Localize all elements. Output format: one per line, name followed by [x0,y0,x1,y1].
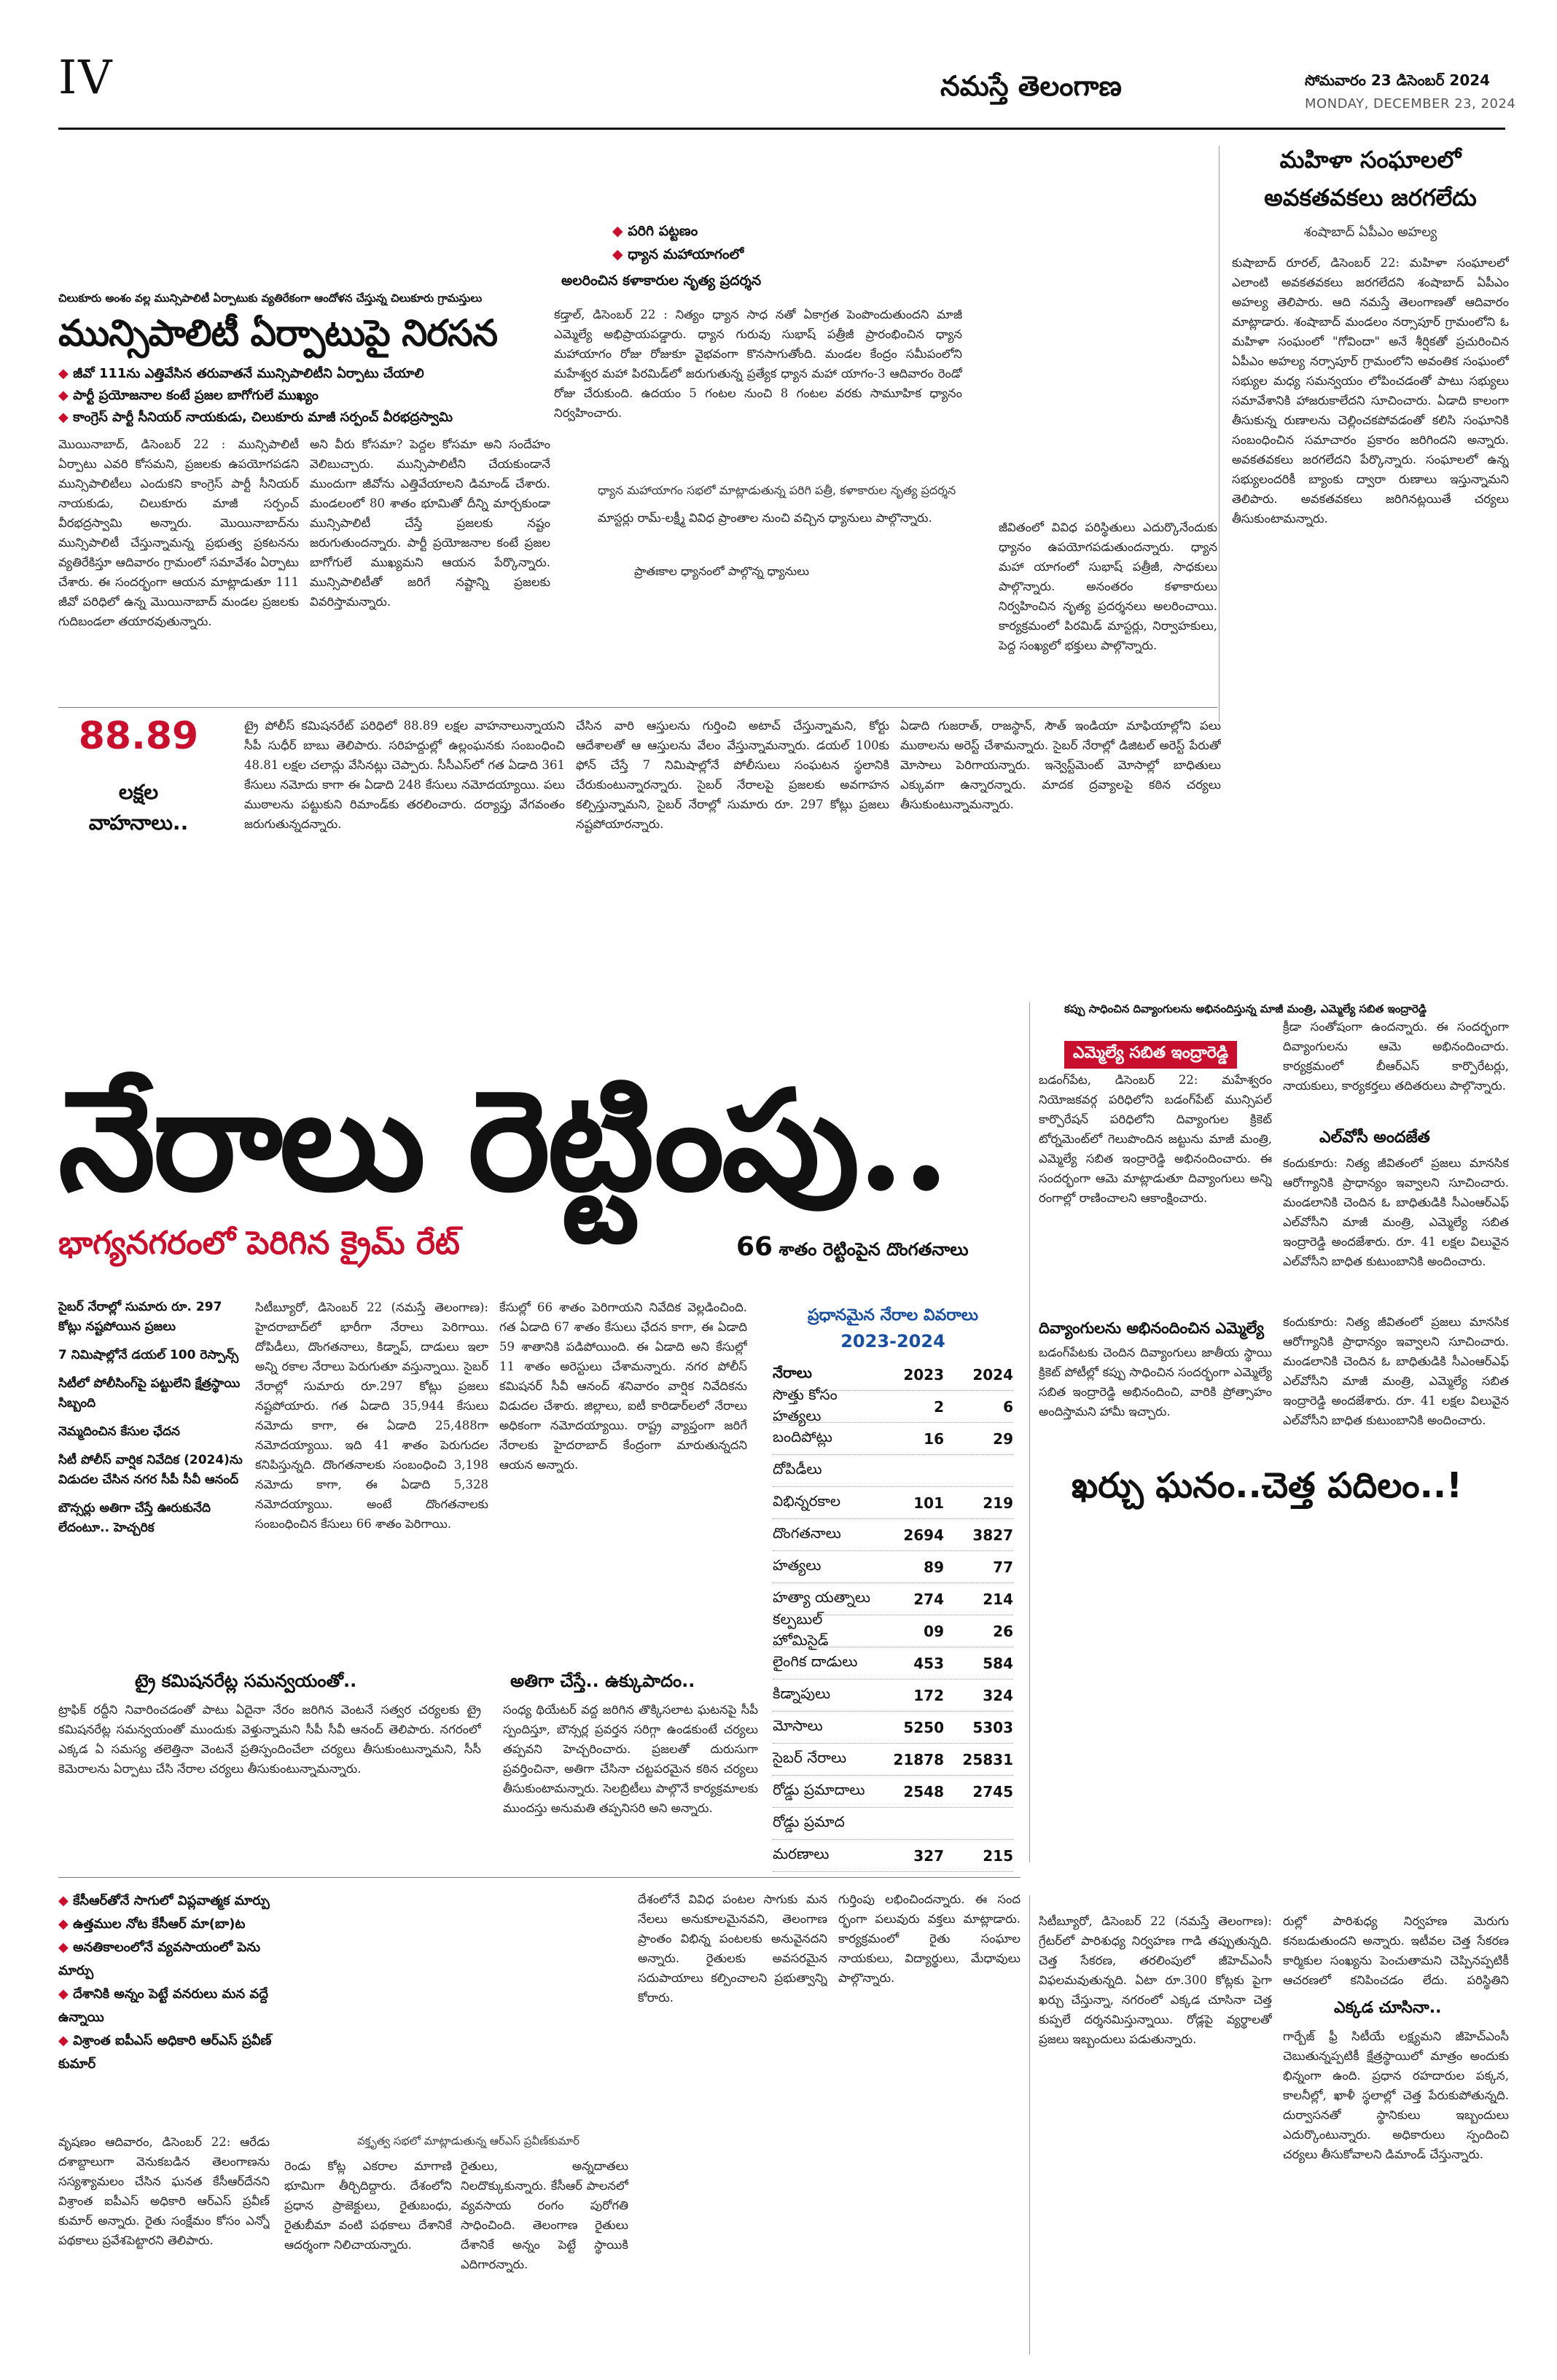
table-cell-label: కల్పబుల్ హోమిసైడ్ [773,1610,829,1649]
table-cell-label: దోపిడీలు [773,1460,822,1478]
disabled-col3: కందుకూరు: నిత్య జీవితంలో ప్రజలు మానసిక ఆరోగ్యానికి ప్రాధాన్యం ఇవ్వాలని సూచించారు. మండలానికి చెందిన ఓ బాధితుడికి సీఎంఆర్ఎఫ్ ఎల్‌వోసీని మాజీ మంత్రి, ఎమ్మెల్యే సబిత ఇంద్రారెడ్డి అందజేశారు. రూ. 41 లక్షల విలువైన ఎల్‌వోసీని బాధిత కుటుంబానికి అందించారు. [1283,1315,1509,1427]
vehicles-col3: ఏడాది గుజరాత్, రాజస్థాన్, సౌత్ ఇండియా మాఫియాల్లోని పలు ముఠాలను అరెస్ట్ చేశామన్నారు. సైబర్ నేరాల్లో డిజిటల్ అరెస్ట్ పేరుతో మోసాలు పెరిగాయన్నారు. ఇన్వెస్ట్‌మెంట్ మోసాల్లో బాధితులు ఎక్కువగా ఉన్నారన్నారు. మాదక ద్రవ్యాలపై కఠిన చర్యలు తీసుకుంటున్నామన్నారు. [900,719,1221,811]
munsipal-bullet-text: పార్టీ ప్రయోజనాల కంటే ప్రజల బాగోగులే ముఖ్యం [73,388,319,403]
kharchu-photo [1039,1523,1505,1859]
table-cell-label: హత్యలు [773,1556,822,1574]
munsipal-headline: మున్సిపాలిటీ ఏర్పాటుపై నిరసన [58,312,498,354]
table-body [773,1385,1013,1872]
crime-highlights [58,1298,248,1547]
mahila-title-1: మహిళా సంఘాలలో [1279,146,1462,173]
crime-kicker [736,1232,969,1264]
table-row [773,1840,1013,1872]
table-row [773,1487,1013,1519]
table-cell-value: 215 [983,1846,1013,1865]
dhyana-col3: జీవితంలో వివిధ పరిస్థితులు ఎదుర్కొనేందుకు ధ్యానం ఉపయోగపడుతుందన్నారు. ధ్యాన మహా యాగంలో సుభాష్ పత్రీజీ, సాధకులు పాల్గొన్నారు. అనంతరం కళాకారులు నిర్వహించిన నృత్య ప్రదర్శనలు అలరించాయి. కార్యక్రమంలో పిరమిడ్ మాస్టర్లు, నిర్వాహకులు, పెద్ద సంఖ్యలో భక్తులు పాల్గొన్నారు. [999,520,1217,652]
cancer-bullet-text: విశ్రాంత ఐపీఎస్ అధికారి ఆర్ఎస్ ప్రవీణ్ కుమార్ [58,2033,272,2072]
table-cell-label: దొంగతనాలు [773,1524,841,1542]
crime-highlight: నెమ్మదించిన కేసుల ఛేదన [58,1424,180,1439]
munsipal-body-1: మొయినాబాద్, డిసెంబర్ 22 : మున్సిపాలిటీ ఏర్పాటు ఎవరి కోసమని, ప్రజలకు ఉపయోగపడని మున్సిపాలిటీలు ఎందుకని కాంగ్రెస్ పార్టీ సీనియర్ నాయకుడు, చిలుకూరు మాజీ సర్పంచ్ వీరభద్రస్వామి అన్నారు. మొయినాబాద్‌ను మున్సిపాలిటీ చేస్తున్నామన్న ప్రభుత్వ ప్రకటనను వ్యతిరేకిస్తూ ఆదివారం గ్రామంలో సమావేశం ఏర్పాటు చేశారు. ఈ సందర్భంగా ఆయన మాట్లాడుతూ 111 జీవో పరిధిలో ఉన్న మొయినాబాద్ మండల ప్రజలకు గుదిబండలా తయారవుతున్నారు. [58,437,299,628]
table-cell-value: 219 [983,1494,1013,1512]
crime-highlight: సిటీ పోలీస్ వార్షిక నివేదిక (2024)ను విడుదల చేసిన నగర సీపీ సీవీ ఆనంద్ [58,1453,243,1487]
disabled-sub2-body: బడంగ్‌పేటకు చెందిన దివ్యాంగులు జాతీయ స్థాయి క్రికెట్ పోటీల్లో కప్పు సాధించిన సందర్భంగా ఎమ్మెల్యే సబిత ఇంద్రారెడ్డి అభినందించి, వారికి ప్రోత్సాహం అందిస్తామని హామీ ఇచ్చారు. [1039,1346,1272,1419]
table-cell-label: సొత్తు కోసం హత్యలు [773,1385,838,1424]
dhyana-kicker-2: ◆ ధ్యాన మహాయాగంలో [612,246,744,262]
mahila-title-2: అవకతవకలు జరగలేదు [1264,184,1477,211]
disabled-kicker: కప్పు సాధించిన దివ్యాంగులను అభినందిస్తున్న మాజీ మంత్రి, ఎమ్మెల్యే సబిత ఇంద్రారెడ్డి [1064,1002,1427,1015]
table-col-header: నేరాలు [773,1364,812,1381]
section-rule [58,707,1217,708]
cancer-caption: వక్తృత్వ సభలో మాట్లాడుతున్న ఆర్ఎస్ ప్రవీణ్‌కుమార్ [357,2134,580,2147]
crime-sub2-body: సంధ్య థియేటర్ వద్ద జరిగిన తొక్కిసలాట ఘటనపై సీపీ స్పందిస్తూ, బౌన్సర్ల ప్రవర్తన సరిగ్గా ఉండకుంటే చర్యలు తప్పవని హెచ్చరించారు. ప్రజలతో దురుసుగా ప్రవర్తించినా, అతిగా చేసినా చట్టపరమైన కఠిన చర్యలు తీసుకుంటామన్నారు. సెలబ్రిటీలు పాల్గొనే కార్యక్రమాలకు ముందస్తు అనుమతి తప్పనిసరి అని అన్నారు. [503,1703,758,1815]
disabled-sub2-title: దివ్యాంగులను అభినందించిన ఎమ్మెల్యే [1039,1319,1264,1337]
table-cell-label: విభిన్నరకాల [773,1492,840,1510]
table-cell-value: 2 [934,1397,944,1416]
kharchu-col1: సిటీబ్యూరో, డిసెంబర్ 22 (నమస్తే తెలంగాణ): గ్రేటర్‌లో పారిశుధ్య నిర్వహణ గాడి తప్పుతున్నది. చెత్త సేకరణ, తరలింపులో జీహెచ్ఎంసీ విఫలమవుతున్నది. ఏటా రూ.300 కోట్లకు పైగా ఖర్చు చేస్తున్నా, నగరంలో ఎక్కడ చూసినా చెత్త కుప్పలే దర్శనమిస్తున్నాయి. రోడ్లపై వ్యర్థాలతో ప్రజలు ఇబ్బందులు పడుతున్నారు. [1039,1914,1272,2046]
table-row [773,1423,1013,1455]
crime-table [773,1306,1013,1872]
munsipal-bullets [58,363,561,429]
table-row [773,1808,1013,1840]
crime-highlight: సిటీలో పోలీసింగ్‌పై పట్టులేని క్షేత్రస్థాయి సిబ్బంది [58,1376,241,1411]
table-cell-value: 214 [983,1590,1013,1608]
crime-highlight: సైబర్ నేరాల్లో సుమారు రూ. 297 కోట్లు నష్టపోయిన ప్రజలు [58,1300,222,1334]
header-rule [58,128,1505,130]
table-cell-value: 77 [993,1558,1013,1576]
dhyana-photo-1 [867,306,962,350]
table-cell-value: 2548 [903,1782,944,1800]
table-cell-value: 5250 [903,1718,944,1736]
vehicles-col1: ట్రై పోలీస్ కమిషనరేట్ పరిధిలో 88.89 లక్షల వాహనాలున్నాయని సీపీ సుధీర్ బాబు తెలిపారు. సరిహద్దుల్లో ఉల్లంఘనకు సంబంధించి 48.81 లక్షల చలాన్లు వేసినట్లు చెప్పారు. సీసీఎస్‌లో గత ఏడాది 361 కేసులు నమోదు కాగా ఈ ఏడాది 248 కేసులు నమోదయ్యాయి. పలు ముఠాలను పట్టుకుని రిమాండ్‌కు తరలించారు. దర్యాప్తు వేగవంతం జరుగుతున్నదన్నారు. [244,719,565,831]
table-cell-value: 3827 [972,1526,1013,1544]
vehicles-label-2: వాహనాలు.. [88,811,189,835]
cancer-bullet-text: ఉత్తముల నోట కేసీఆర్ మా(బా)ట [73,1916,246,1932]
table-cell-value: 172 [913,1686,944,1704]
table-row [773,1679,1013,1712]
table-cell-value: 09 [924,1622,944,1640]
table-cell-value: 324 [983,1686,1013,1704]
table-row [773,1551,1013,1583]
crime-highlight: 7 నిమిషాల్లోనే డయల్ 100 రెస్పాన్స్ [58,1348,239,1362]
section-rule [58,1877,1021,1878]
cancer-col3: రైతులు, అన్నదాతలు నిలదొక్కుకున్నారు. కేసీఆర్ పాలనలో వ్యవసాయ రంగం పురోగతి సాధించింది. తెలంగాణ రైతులు దేశానికే అన్నం పెట్టే స్థాయికి ఎదిగారన్నారు. [461,2159,628,2271]
munsipal-kicker: చిలుకూరు అంశం వల్ల మున్సిపాలిటీ ఏర్పాటుకు వ్యతిరేకంగా ఆందోళన చేస్తున్న చిలుకూరు గ్రామస్తులు [58,292,483,305]
kharchu-headline: ఖర్చు ఘనం..చెత్త పదిలం..! [1072,1465,1462,1506]
table-cell-value: 16 [924,1429,944,1448]
dhyana-caption: ధ్యాన మహాయాగం సభలో మాట్లాడుతున్న పరిగి పత్రీ, కళాకారుల నృత్య ప్రదర్శన [598,483,956,497]
table-cell-label: కిడ్నాపులు [773,1685,831,1702]
dhyana-kicker-2-text: ధ్యాన మహాయాగంలో [628,246,744,262]
cancer-bullet: ◆ దేశానికి అన్నం పెట్టే వనరులు మన వద్దే ఉన్నాయి [58,1986,268,2025]
cancer-bullet-text: కేసీఆర్‌తోనే సాగులో విప్లవాత్మక మార్పు [73,1893,270,1908]
crime-body-1: సిటీబ్యూరో, డిసెంబర్ 22 (నమస్తే తెలంగాణ): హైదరాబాద్‌లో భారీగా నేరాలు పెరిగాయి. దోపిడీలు, దొంగతనాలు, కిడ్నాప్, దాడులు ఇలా అన్ని రకాల నేరాలు పెరుగుతూ వస్తున్నాయి. సైబర్ నేరాల్లో సుమారు రూ.297 కోట్లు ప్రజలు నష్టపోయారు. గత ఏడాది 35,944 కేసులు నమోదు కాగా, ఈ ఏడాది 25,488గా నమోదయ్యాయి. ఇది 41 శాతం పెరుగుదల కనిపిస్తున్నది. దొంగతనాలకు సంబంధించి 3,198 నమోదు కాగా, ఈ ఏడాది 5,328 నమోదయ్యాయి. అంటే దొంగతనాలకు సంబంధించిన కేసులు 66 శాతం పెరిగాయి. [255,1300,488,1531]
kharchu-sub-title: ఎక్కడ చూసినా.. [1334,1999,1442,2017]
kharchu-col2: రుల్లో పారిశుధ్య నిర్వహణ మెరుగు కనబడుతుందని అన్నారు. ఇటీవల చెత్త సేకరణ కార్మికుల సంఖ్యను పెంచుతామని చెప్పినప్పటికీ ఆచరణలో కనిపించడం లేదు. పరిస్థితిని [1283,1914,1509,1987]
crime-sub1-title: ట్రై కమిషనరేట్ల సమన్వయంతో.. [135,1671,357,1691]
table-cell-value: 2745 [972,1782,1013,1800]
cancer-bullet: ◆ ఉత్తముల నోట కేసీఆర్ మా(బా)ట [58,1916,246,1932]
crime-headline: నేరాలు రెట్టింపు.. [58,1059,948,1222]
disabled-sub-body: కందుకూరు: నిత్య జీవితంలో ప్రజలు మానసిక ఆరోగ్యానికి ప్రాధాన్యం ఇవ్వాలని సూచించారు. మండలానికి చెందిన ఓ బాధితుడికి సీఎంఆర్ఎఫ్ ఎల్‌వోసీని మాజీ మంత్రి, ఎమ్మెల్యే సబిత ఇంద్రారెడ్డి అందజేశారు. రూ. 41 లక్షల విలువైన ఎల్‌వోసీని బాధిత కుటుంబానికి అందించారు. [1283,1156,1509,1268]
dhyana-subhead: అలరించిన కళాకారుల నృత్య ప్రదర్శన [561,273,762,289]
table-cell-label: బందిపోట్లు [773,1428,832,1445]
table-cell-value: 25831 [962,1750,1013,1768]
table-title-1: ప్రధానమైన నేరాల వివరాలు [807,1306,979,1324]
mahila-body: కుషాబాద్ రూరల్, డిసెంబర్ 22: మహిళా సంఘాలలో ఎలాంటి అవకతవకలు జరగలేదని శంషాబాద్ ఏపీఎం అహల్య తెలిపారు. ఆది నమస్తే తెలంగాణతో ఆదివారం మాట్లాడారు. శంషాబాద్ మండలం నర్సాపూర్ గ్రామంలోని ఓ మహిళా సంఘంలో "గోవిందా" అనే శీర్షికతో ప్రచురించిన ఏపీఎం అహల్య నర్సాపూర్ గ్రామంలోని అవంతిక సంఘంలో సభ్యుల మధ్య సమన్వయం లోపించడంతో పాటు సభ్యులు సమావేశానికి హాజరుకాలేదని సూచించారు. ఏడాది కాలంగా తీసుకున్న రుణాలను చెల్లించకపోవడంతో కలిసి సంఘానికి సంబంధించిన సమాచారం ప్రకారం జరిగిందని అన్నారు. అవకతవకలు జరగలేదని పేర్కొన్నారు. సంఘాలలో ఉన్న సభ్యులందరికీ బ్యాంకు ద్వారా రుణాలు ఇస్తున్నామని తెలిపారు. అవకతవకలు జరిగినట్లయితే చర్యలు తీసుకుంటామన్నారు. [1232,256,1509,526]
table-row [773,1455,1013,1487]
dhyana-col1: కడ్తాల్, డిసెంబర్ 22 : నిత్యం ధ్యాన సాధ నతో ఏకాగ్రత పెంపొందుతుందని మాజీ ఎమ్మెల్యే అభిప్రాయపడ్డారు. ధ్యాన గురువు సుభాష్ పత్రీజీ ప్రారంభించిన ధ్యాన మహాయాగం రోజు రోజుకూ వైభవంగా కొనసాగుతోంది. మండల కేంద్రం సమీపంలోని మహేశ్వర మహా పిరమిడ్‌లో జరుగుతున్న ప్రత్యేక ధ్యాన మహా యాగం-3 ఆదివారం రెండో రోజు చేరుకుంది. ఉదయం 5 గంటల నుంచి 8 గంటల వరకు సామూహిక ధ్యానం నిర్వహించారు. [554,308,962,420]
table-cell-label: హత్యా యత్నాలు [773,1588,871,1606]
table-cell-label: సైబర్ నేరాలు [773,1749,847,1766]
mahila-article [1232,146,1509,722]
table-row [773,1519,1013,1551]
table-cell-value: 101 [913,1494,944,1512]
table-cell-value: 327 [913,1846,944,1865]
dhyana-kicker-1-text: పరిగి పట్టణం [628,223,698,239]
munsipal-bullet-text: కాంగ్రెస్ పార్టీ సీనియర్ నాయకుడు, చిలుకూరు మాజీ సర్పంచ్ వీరభద్రస్వామి [73,410,453,425]
table-cell-value: 453 [913,1654,944,1672]
cancer-photo [284,1889,627,2123]
cancer-bullet-text: అనతికాలంలోనే వ్యవసాయంలో పెను మార్పు [58,1940,261,1978]
dhyana-kicker-1: ◆ పరిగి పట్టణం [612,223,698,239]
column-rule [1029,1002,1030,1862]
table-row [773,1647,1013,1679]
disabled-col1: బడంగ్‌పేట, డిసెంబర్ 22: మహేశ్వరం నియోజకవర్గ పరిధిలోని బడంగ్‌పేట్ మున్సిపల్ కార్పొరేషన్ పరిధిలోని దివ్యాంగుల క్రికెట్ టోర్నమెంట్‌లో గెలుపొందిన జట్టును మాజీ మంత్రి, ఎమ్మెల్యే సబిత ఇంద్రారెడ్డి అభినందించారు. ఈ సందర్భంగా ఆమె మాట్లాడుతూ దివ్యాంగులు అన్ని రంగాల్లో రాణించాలని ఆకాంక్షించారు. [1039,1073,1272,1205]
masthead: నమస్తే తెలంగాణ [940,70,1122,102]
dhyana-col2a: మాస్టర్లు రామ్-లక్ష్మీ వివిధ ప్రాంతాల నుంచి వచ్చిన ధ్యానులు పాల్గొన్నారు. [598,511,932,525]
table-cell-value: 6 [1003,1397,1013,1416]
disabled-name-tag: ఎమ్మెల్యే సబిత ఇంద్రారెడ్డి [1064,1041,1237,1069]
date-english: MONDAY, DECEMBER 23, 2024 [1305,96,1516,112]
table-title-2: 2023-2024 [840,1331,945,1351]
vehicles-col2: చేసిన వారి ఆస్తులను గుర్తించి అటాచ్ చేస్తున్నామని, కోర్టు ఆదేశాలతో ఆ ఆస్తులను వేలం వేస్తున్నామన్నారు. డయల్ 100కు ఫోన్ చేస్తే 7 నిమిషాల్లోనే పోలీసులు సంఘటన స్థలానికి చేరుకుంటున్నారన్నారు. సైబర్ నేరాలపై ప్రజలకు అవగాహన కల్పిస్తున్నామని, సైబర్ నేరాల్లో సుమారు రూ. 297 కోట్లు ప్రజలు నష్టపోయారన్నారు. [576,719,889,831]
table-cell-label: రోడ్డు ప్రమాదాలు [773,1781,865,1798]
table-row [773,1610,1013,1649]
vehicles-number: 88.89 [78,714,199,758]
mahila-byline: శంషాబాద్ ఏపీఎం అహల్య [1303,225,1437,240]
column-rule [1219,146,1220,722]
disabled-col2: క్రీడా సంతోషంగా ఉందన్నారు. ఈ సందర్భంగా దివ్యాంగులను ఆమె అభినందించారు. కార్యక్రమంలో బీఆర్ఎస్ కార్పొరేటర్లు, నాయకులు, కార్యకర్తలు తదితరులు పాల్గొన్నారు. [1283,1020,1509,1093]
crime-kicker-text: శాతం రెట్టింపైన దొంగతనాలు [778,1239,969,1260]
cancer-col2: రెండు కోట్ల ఎకరాల మాగాణి భూమిగా తీర్చిదిద్దారు. దేశంలోని ప్రధాన ప్రాజెక్టులు, రైతుబంధు, రైతుబీమా వంటి పథకాలు దేశానికే ఆదర్శంగా నిలిచాయన్నారు. [284,2159,452,2252]
table-cell-label: లైంగిక దాడులు [773,1653,858,1670]
cancer-bullets [58,1889,277,2076]
table-cell-value: 26 [993,1622,1013,1640]
vehicles-label-1: లక్షల [118,780,159,804]
crime-subhead: భాగ్యనగరంలో పెరిగిన క్రైమ్ రేట్ [58,1225,460,1262]
munsipal-bullet: ◆ కాంగ్రెస్ పార్టీ సీనియర్ నాయకుడు, చిలుకూరు మాజీ సర్పంచ్ వీరభద్రస్వామి [58,410,453,425]
table-col-header: 2023 [903,1365,944,1384]
cancer-bullet: ◆ విశ్రాంత ఐపీఎస్ అధికారి ఆర్ఎస్ ప్రవీణ్ కుమార్ [58,2033,272,2072]
munsipal-bullet: ◆ పార్టీ ప్రయోజనాల కంటే ప్రజల బాగోగులే ముఖ్యం [58,388,319,403]
crime-sub1-body: ట్రాఫిక్ రద్దీని నివారించడంతో పాటు ఏదైనా నేరం జరిగిన వెంటనే సత్వర చర్యలకు ట్రై కమిషనరేట్ల సమన్వయంతో ముందుకు వెళ్తున్నామని సీపీ సీవీ ఆనంద్ తెలిపారు. నగరంలో ఎక్కడ ఏ సమస్య తలెత్తినా వెంటనే ప్రతిస్పందించేలా చర్యలు తీసుకుంటున్నామని, సీసీ కెమెరాలను ఏర్పాటు చేసి నేరాల చర్యలు తీసుకుంటున్నామన్నారు. [58,1703,481,1776]
table-cell-value: 29 [993,1429,1013,1448]
cancer-body: వృషణం ఆదివారం, డిసెంబర్ 22: ఆరేడు దశాబ్దాలుగా వెనుకబడిన తెలంగాణను సస్యశ్యామలం చేసిన ఘనత కేసీఆర్‌దేనని విశ్రాంత ఐపీఎస్ అధికారి ఆర్ఎస్ ప్రవీణ్ కుమార్ అన్నారు. రైతు సంక్షేమం కోసం ఎన్నో పథకాలు ప్రవేశపెట్టారని తెలిపారు. [58,2135,270,2247]
table-cell-value: 89 [924,1558,944,1576]
table-cell-value: 5303 [972,1718,1013,1736]
table-row [773,1776,1013,1808]
munsipal-bullet-text: జీవో 111ను ఎత్తివేసిన తరువాతనే మున్సిపాలిటీని ఏర్పాటు చేయాలి [73,366,424,381]
cancer-bullet-text: దేశానికి అన్నం పెట్టే వనరులు మన వద్దే ఉన్నాయి [58,1986,268,2025]
cancer-col4: దేశంలోనే వివిధ పంటల సాగుకు మన నేలలు అనుకూలమైనవని, తెలంగాణ ప్రాంతం విభిన్న పంటలకు అనువైనదని అన్నారు. రైతులకు అవసరమైన సదుపాయాలు కల్పించాలని ప్రభుత్వాన్ని కోరారు. [638,1892,827,2005]
date-telugu: సోమవారం 23 డిసెంబర్ 2024 [1305,71,1491,89]
kharchu-sub-body: గార్బేజ్ ఫ్రీ సిటీయే లక్ష్యమని జీహెచ్ఎంసీ చెబుతున్నప్పటికీ క్షేత్రస్థాయిలో మాత్రం అందుకు భిన్నంగా ఉంది. ప్రధాన రహదారుల పక్కన, కాలనీల్లో, ఖాళీ స్థలాల్లో చెత్త పేరుకుపోతున్నది. దుర్వాసనతో స్థానికులు ఇబ్బందులు ఎదుర్కొంటున్నారు. అధికారులు స్పందించి చర్యలు తీసుకోవాలని డిమాండ్ చేస్తున్నారు. [1283,2029,1509,2161]
table-cell-value: 21878 [893,1750,944,1768]
table-row [773,1385,1013,1424]
table-cell-label: మరణాలు [773,1845,830,1862]
cancer-bullet: ◆ కేసీఆర్‌తోనే సాగులో విప్లవాత్మక మార్పు [58,1893,270,1908]
disabled-sub-title: ఎల్‌వోసీ అందజేత [1319,1128,1430,1147]
munsipal-body-2: అని వీరు కోసమా? పెద్దల కోసమా అని సందేహం వెలిబుచ్చారు. మున్సిపాలిటీని చేయకుండానే ముందుగా జీవోను ఎత్తివేయాలని డిమాండ్ చేశారు. మండలంలో 80 శాతం భూమితో దీన్ని మార్చకుండా మున్సిపాలిటీ చేస్తే ప్రజలకు నష్టం జరుగుతుందన్నారు. పార్టీ ప్రయోజనాల కంటే ప్రజల బాగోగులే ముఖ్యమని ఆయన పేర్కొన్నారు. మున్సిపాలిటీతో జరిగే నష్టాన్ని ప్రజలకు వివరిస్తామన్నారు. [310,437,550,609]
table-cell-label: మోసాలు [773,1717,823,1734]
crime-body-2: కేసుల్లో 66 శాతం పెరిగాయని నివేదిక వెల్లడించింది. గత ఏడాది 67 శాతం కేసులు ఛేదన కాగా, ఈ ఏడాది 59 శాతానికి పడిపోయింది. ఈ ఏడాది అని కేసుల్లో 11 శాతం అరెస్టులు చేశామన్నారు. నగర పోలీస్ కమిషనర్ సీవీ ఆనంద్ శనివారం వార్షిక నివేదికను విడుదల చేశారు. జిల్లాలు, ఐటీ కారిడార్‌లలో నేరాలు అధికంగా నమోదయ్యాయి. రాష్ట్ర వ్యాప్తంగా జరిగే నేరాలకు హైదరాబాద్ కేంద్రంగా మారుతున్నదని ఆయన అన్నారు. [499,1300,747,1472]
column-rule [1029,1895,1030,2354]
crime-highlight: బౌన్సర్లు అతిగా చేస్తే ఊరుకునేది లేదంటూ.. హెచ్చరిక [58,1501,211,1535]
crime-kicker-number: 66 [736,1232,773,1262]
cancer-col5: గుర్తింపు లభించిందన్నారు. ఈ సంద ర్భంగా పలువురు వక్తలు మాట్లాడారు. కార్యక్రమంలో రైతు సంఘాల నాయకులు, విద్యార్థులు, మేధావులు పాల్గొన్నారు. [838,1892,1021,1985]
dhyana-col2b: ప్రాతఃకాల ధ్యానంలో పాల్గొన్న ధ్యానులు [634,564,810,578]
munsipal-bullet: ◆ జీవో 111ను ఎత్తివేసిన తరువాతనే మున్సిపాలిటీని ఏర్పాటు చేయాలి [58,366,424,381]
table-cell-value: 584 [983,1654,1013,1672]
table-cell-label: రోడ్డు ప్రమాద [773,1813,845,1830]
table-row [773,1744,1013,1776]
table-cell-value: 274 [913,1590,944,1608]
table-row [773,1712,1013,1744]
cancer-bullet: ◆ అనతికాలంలోనే వ్యవసాయంలో పెను మార్పు [58,1940,261,1978]
table-cell-value: 2694 [903,1526,944,1544]
page-number: IV [58,51,114,105]
crime-sub2-title: అతిగా చేస్తే.. ఉక్కుపాదం.. [510,1671,695,1691]
table-col-header: 2024 [972,1365,1013,1384]
